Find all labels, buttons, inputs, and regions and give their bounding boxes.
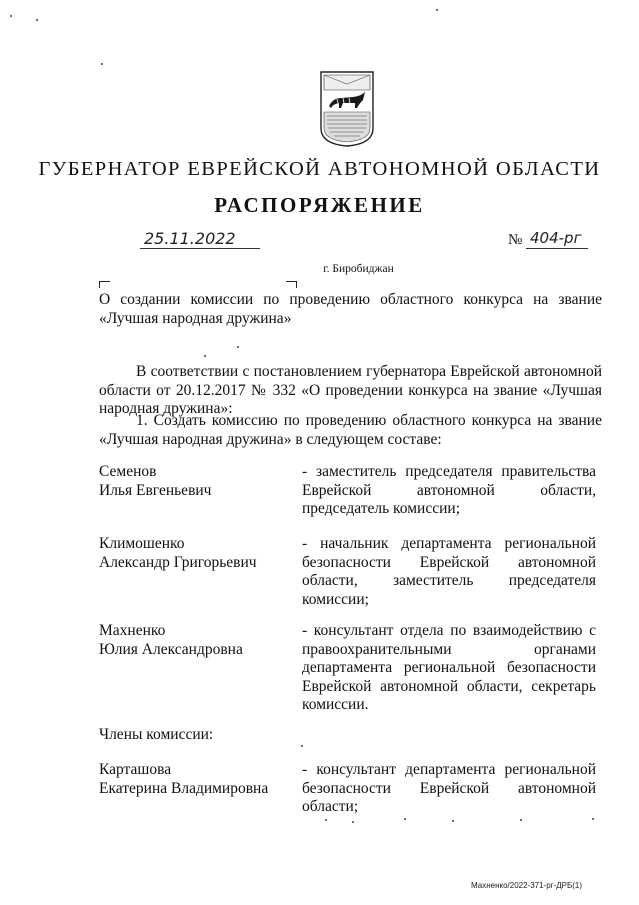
scan-speck <box>592 818 594 820</box>
scan-speck <box>204 355 206 357</box>
document-footer-code: Махненко/2022-371-рг-ДРБ(1) <box>471 881 583 890</box>
scan-speck <box>452 820 454 822</box>
member-given-names: Екатерина Владимировна <box>99 779 269 797</box>
member-surname: Климошенко <box>99 535 185 552</box>
member-given-names: Александр Григорьевич <box>99 553 257 571</box>
issuing-authority: ГУБЕРНАТОР ЕВРЕЙСКОЙ АВТОНОМНОЙ ОБЛАСТИ <box>38 158 601 180</box>
number-underline <box>526 248 588 249</box>
commission-member-name <box>99 535 289 572</box>
commission-member-role: - консультант отдела по взаимодействию с правоохранительными органами департамента региональной безопасности Еврейской автономной области, секретарь комиссии. <box>302 622 596 713</box>
document-date-field <box>140 229 260 251</box>
commission-member-role: - заместитель председателя правительства Еврейской автономной области, председатель комиссии; <box>302 463 596 517</box>
member-surname: Семенов <box>99 463 157 480</box>
subject-corner-left <box>99 281 110 288</box>
scan-speck <box>520 819 522 821</box>
scan-speck <box>301 745 303 747</box>
number-sign: № <box>508 232 523 248</box>
member-surname: Карташова <box>99 761 172 778</box>
commission-member-role: - консультант департамента региональной безопасности Еврейской автономной области; <box>302 761 596 815</box>
date-underline <box>140 248 260 249</box>
scan-speck <box>325 819 327 821</box>
scan-speck <box>404 818 406 820</box>
scan-speck <box>237 346 239 348</box>
commission-member-name <box>99 761 289 798</box>
scan-speck <box>436 9 438 11</box>
document-date: 25.11.2022 <box>144 229 236 248</box>
commission-member-role: - начальник департамента региональной безопасности Еврейской автономной области, заместитель председателя комиссии; <box>302 535 596 608</box>
member-given-names: Илья Евгеньевич <box>99 481 212 499</box>
scan-speck <box>101 63 103 65</box>
point-1-paragraph: 1. Создать комиссию по проведению областного конкурса на звание «Лучшая народная дружина» в следующем составе: <box>99 412 602 448</box>
scan-speck <box>36 19 38 21</box>
scan-speck <box>352 821 354 823</box>
member-given-names: Юлия Александровна <box>99 640 243 658</box>
scan-speck <box>10 15 12 17</box>
document-number: 404-рг <box>530 229 582 247</box>
members-heading: Члены комиссии: <box>99 726 214 743</box>
document-number-field <box>508 229 588 251</box>
member-surname: Махненко <box>99 622 166 639</box>
coat-of-arms-icon <box>319 70 375 148</box>
document-type: РАСПОРЯЖЕНИЕ <box>214 193 425 217</box>
preamble-paragraph: В соответствии с постановлением губернатора Еврейской автономной области от 20.12.2017 № 332 «О проведении конкурса на звание «Лучшая народная дружина»: <box>99 363 602 417</box>
city-line: г. Биробиджан <box>323 263 394 275</box>
document-subject: О создании комиссии по проведению областного конкурса на звание «Лучшая народная дружина» <box>99 291 602 327</box>
commission-member-name <box>99 463 289 500</box>
subject-corner-right <box>286 281 297 288</box>
commission-member-name <box>99 622 289 659</box>
